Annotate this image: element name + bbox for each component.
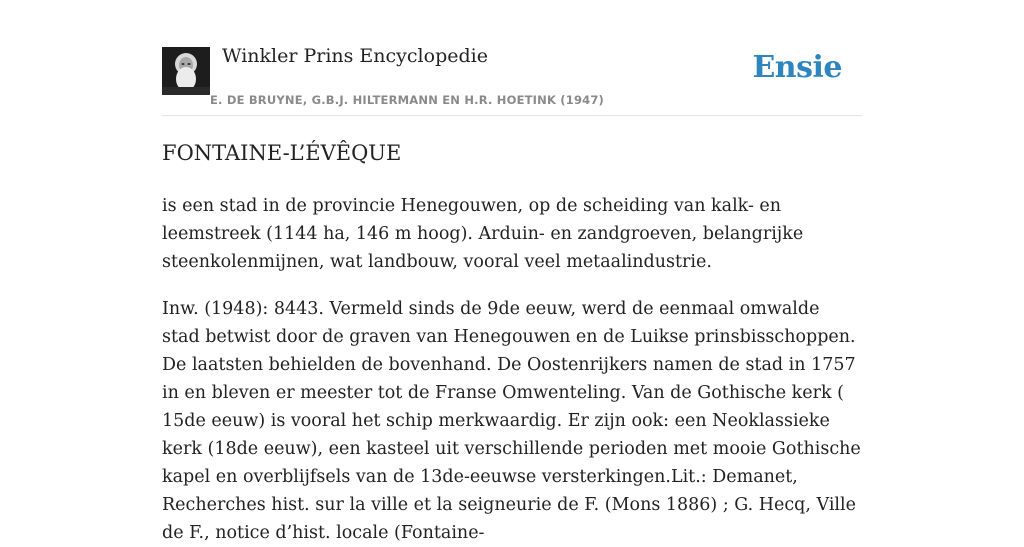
site-name[interactable]: Winkler Prins Encyclopedie [222,45,488,67]
portrait-image [162,47,210,95]
article-paragraph: Inw. (1948): 8443. Vermeld sinds de 9de eeuw, werd de eenmaal omwalde stad betwist door de graven van Henegouwen en de Luikse prinsbisschoppen. De laatsten behielden de bovenhand. De Oostenrijkers namen de stad in 1757 in en bleven er meester tot de Franse Omwenteling. Van de Gothische kerk ( 15de eeuw) is vooral het schip merkwaardig. Er zijn ook: een Neoklassieke kerk (18de eeuw), een kasteel uit verschillende perioden met mooie Gothische kapel en overblijfsels van de 13de-eeuwse versterkingen.Lit.: Demanet, Recherches hist. sur la ville et la seigneurie de F. (Mons 1886) ; G. Hecq, Ville de F., notice d’hist. locale (Fontaine- [162,299,861,543]
authors-credit: E. DE BRUYNE, G.B.J. HILTERMANN EN H.R. HOETINK (1947) [210,93,605,107]
article-paragraph: is een stad in de provincie Henegouwen, op de scheiding van kalk- en leemstreek (1144 ha, 146 m hoog). Arduin- en zandgroeven, belangrijke steenkolenmijnen, wat landbouw, vooral veel metaalindustrie. [162,196,804,272]
author-avatar [162,47,210,95]
ensie-logo[interactable]: Ensie [752,50,842,85]
header-divider [162,115,862,116]
article-title: FONTAINE-L’ÉVÊQUE [162,141,402,165]
